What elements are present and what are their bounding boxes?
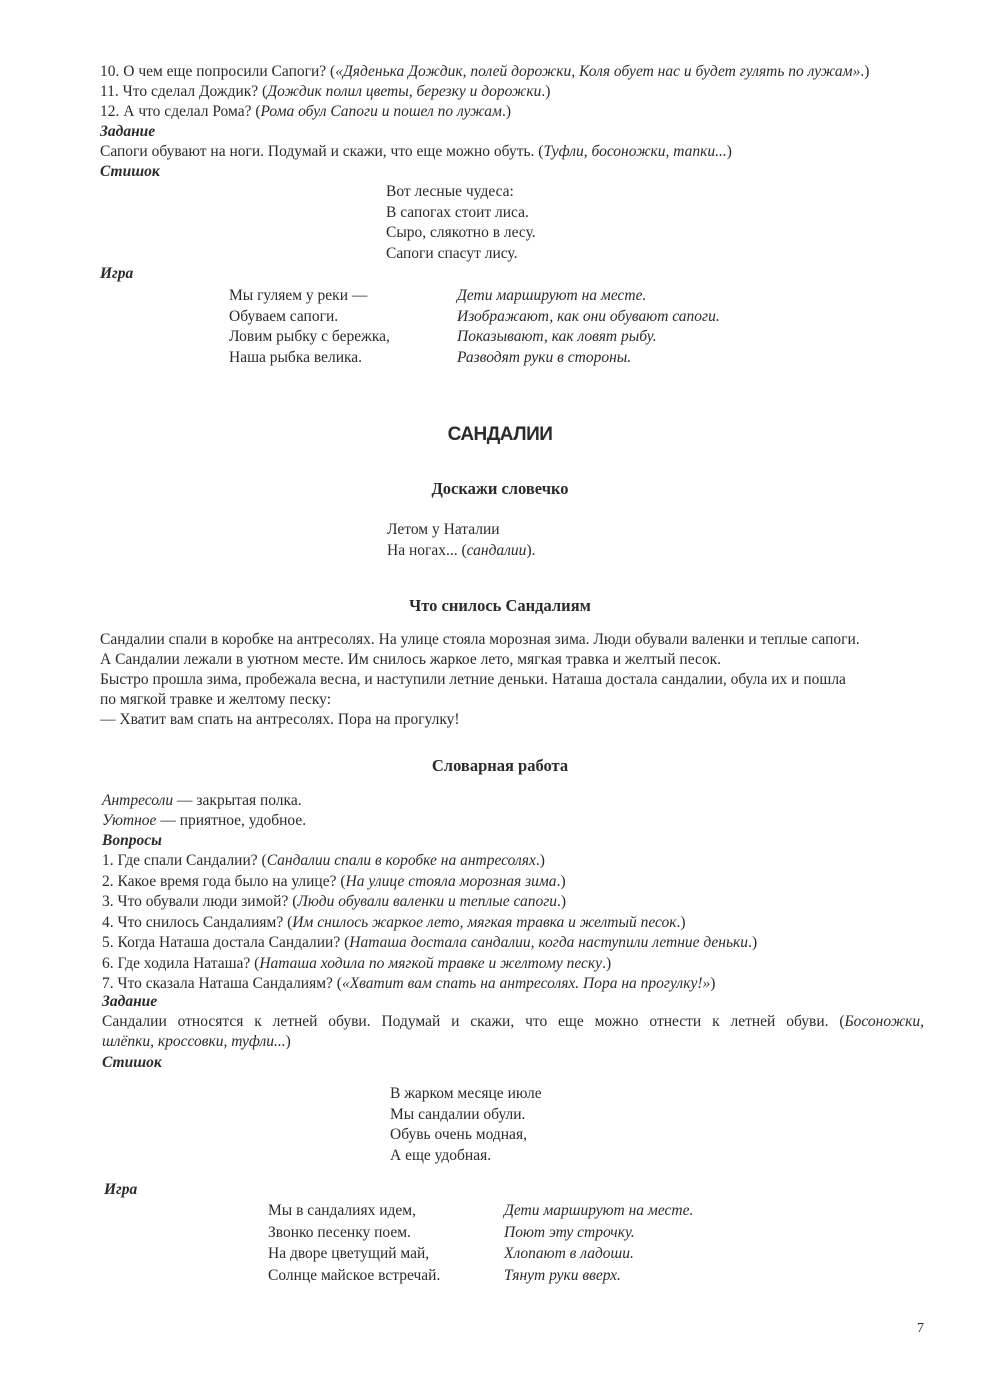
- question-item: 2. Какое время года было на улице? (На улице стояла морозная зима.): [102, 872, 566, 890]
- poem-label: Стишок: [100, 163, 160, 180]
- question-item: 6. Где ходила Наташа? (Наташа ходила по мягкой травке и желтому песку.): [102, 954, 612, 972]
- poem-line: Вот лесные чудеса:: [386, 183, 514, 200]
- story-title: Что снилось Сандалиям: [409, 596, 591, 615]
- game-verse: На дворе цветущий май,: [268, 1245, 430, 1262]
- question-item: 4. Что снилось Сандалиям? (Им снилось жаркое лето, мягкая травка и желтый песок.): [102, 913, 686, 931]
- task-text-2: Сандалии относятся к летней обуви. Подумай и скажи, что еще можно отнести к летней обуви. (Босоножки,: [102, 1013, 924, 1030]
- poem-line: Мы сандалии обули.: [390, 1105, 526, 1123]
- game-verse: Ловим рыбку с бережка,: [229, 328, 390, 345]
- vocab-item: Антресоли — закрытая полка.: [102, 792, 302, 809]
- questions-list: [102, 851, 757, 995]
- story-paragraph: — Хватит вам спать на антресолях. Пора на прогулку!: [100, 711, 460, 728]
- story-paragraph: Быстро прошла зима, пробежала весна, и наступили летние деньки. Наташа достала сандалии, обула их и пошла: [100, 671, 846, 688]
- task-text: Сапоги обувают на ноги. Подумай и скажи, что еще можно обуть. (Туфли, босоножки, тапки...): [100, 143, 732, 160]
- game-verse: Мы в сандалиях идем,: [268, 1202, 416, 1219]
- questions-label: Вопросы: [102, 832, 162, 849]
- riddle-line: Летом у Наталии: [387, 521, 500, 538]
- poem-line: В жарком месяце июле: [390, 1085, 542, 1102]
- poem-block-2: [390, 1084, 542, 1166]
- poem-block: [386, 182, 536, 264]
- game-label-2: Игра: [104, 1181, 138, 1198]
- game-actions: [457, 286, 720, 368]
- task-text-2-cont: шлёпки, кроссовки, туфли...): [102, 1033, 291, 1050]
- story-paragraph: Сандалии спали в коробке на антресолях. На улице стояла морозная зима. Люди обували валенки и теплые сапоги.: [100, 631, 860, 648]
- game-verses: [229, 286, 390, 368]
- section-title: САНДАЛИИ: [447, 424, 553, 445]
- riddle-title: Доскажи словечко: [431, 479, 569, 498]
- game-verse: Обуваем сапоги.: [229, 307, 339, 325]
- game-verse: Мы гуляем у реки —: [229, 287, 368, 304]
- vocab-title: Словарная работа: [431, 756, 569, 775]
- question-item: 5. Когда Наташа достала Сандалии? (Наташа достала сандалии, когда наступили летние деньки.): [102, 934, 758, 951]
- game-label: Игра: [100, 265, 134, 282]
- question-12: 12. А что сделал Рома? (Рома обул Сапоги и пошел по лужам.): [100, 103, 511, 120]
- game-action: Дети маршируют на месте.: [457, 287, 647, 304]
- poem-label-2: Стишок: [102, 1054, 162, 1071]
- poem-line: В сапогах стоит лиса.: [386, 203, 529, 221]
- question-item: 7. Что сказала Наташа Сандалиям? («Хватит вам спать на антресолях. Пора на прогулку!»): [102, 975, 716, 992]
- game-actions-2: [504, 1201, 693, 1287]
- game-action: Дети маршируют на месте.: [504, 1202, 694, 1219]
- task-label: Задание: [100, 123, 156, 140]
- page-number: 7: [917, 1321, 924, 1336]
- game-action: Показывают, как ловят рыбу.: [457, 328, 657, 345]
- game-verse: Звонко песенку поем.: [268, 1223, 411, 1241]
- game-action: Разводят руки в стороны.: [457, 348, 632, 366]
- poem-line: Сапоги спасут лису.: [386, 244, 518, 262]
- game-verse: Наша рыбка велика.: [229, 348, 363, 366]
- game-action: Тянут руки вверх.: [504, 1266, 621, 1284]
- task-label-2: Задание: [102, 993, 158, 1010]
- poem-line: А еще удобная.: [390, 1146, 492, 1164]
- riddle: [387, 520, 535, 561]
- game-action: Изображают, как они обувают сапоги.: [457, 307, 720, 325]
- question-11: 11. Что сделал Дождик? (Дождик полил цветы, березку и дорожки.): [100, 83, 551, 100]
- question-10: 10. О чем еще попросили Сапоги? («Дяденька Дождик, полей дорожки, Коля обует нас и будет гулять по лужам».): [100, 63, 870, 80]
- game-verses-2: [268, 1201, 440, 1287]
- game-action: Поют эту строчку.: [504, 1223, 635, 1241]
- game-action: Хлопают в ладоши.: [504, 1245, 634, 1262]
- poem-line: Сыро, слякотно в лесу.: [386, 224, 536, 241]
- story-paragraph: по мягкой травке и желтому песку:: [100, 691, 332, 708]
- vocab-item: Уютное — приятное, удобное.: [102, 812, 307, 829]
- riddle-line: На ногах... (сандалии).: [387, 541, 536, 559]
- poem-line: Обувь очень модная,: [390, 1126, 527, 1143]
- question-item: 3. Что обували люди зимой? (Люди обували валенки и теплые сапоги.): [102, 893, 567, 910]
- game-verse: Солнце майское встречай.: [268, 1266, 441, 1284]
- story-paragraph: А Сандалии лежали в уютном месте. Им снилось жаркое лето, мягкая травка и желтый песок.: [100, 651, 721, 668]
- question-item: 1. Где спали Сандалии? (Сандалии спали в коробке на антресолях.): [102, 852, 545, 869]
